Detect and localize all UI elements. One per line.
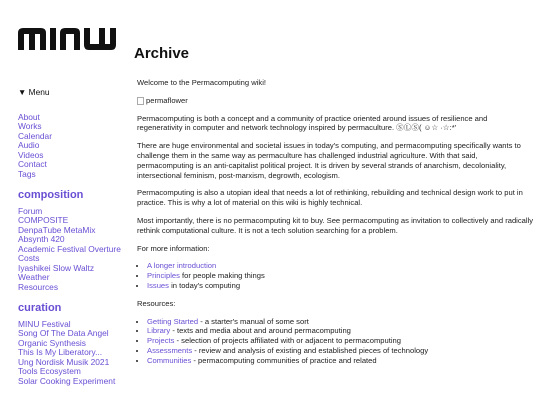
list-item: • Getting Started - a starter's manual of some sort: [147, 317, 535, 327]
nav-videos[interactable]: Videos: [18, 149, 44, 160]
permaflower-image: [137, 96, 535, 106]
composition-list: [18, 207, 128, 293]
list-item: • Assessments - review and analysis of existing and established pieces of technology: [147, 346, 535, 356]
curation-item-liberatory[interactable]: This Is My Liberatory...: [18, 347, 103, 357]
list-item: • Projects - selection of projects affiliated with or adjacent to permacomputing: [147, 336, 535, 346]
curation-item-data-angel[interactable]: Song Of The Data Angel: [18, 328, 109, 338]
nav-tags[interactable]: Tags: [18, 168, 36, 179]
resources-label: Resources:: [137, 298, 176, 308]
curation-item-nordisk[interactable]: Ung Nordisk Musik 2021: [18, 356, 110, 367]
list-item: [147, 261, 535, 271]
composition-item-absynth[interactable]: Absynth 420: [18, 234, 65, 244]
sidebar: [18, 88, 128, 386]
nav-works[interactable]: Works: [18, 121, 42, 131]
library-link[interactable]: Library: [147, 326, 171, 336]
no-kit-paragraph: Most importantly, there is no permacomputing kit to buy. See permacomputing as invitation to collectively and radically rethink computational culture. It is not a tech solution searching for a problem.: [137, 215, 534, 235]
curation-list: [18, 320, 128, 387]
issues-paragraph: There are huge environmental and societal issues in today's computing, and permacomputing specifically wants to challenge them in the same way as permaculture has challenged industrial agriculture. With that said, permacomputing is an anti-capitalist political project. It is driven by several strands of anarchism, decoloniality, intersectional feminism, post-marxism, degrowth, ecologism.: [137, 141, 521, 180]
composition-item-denpatube[interactable]: DenpaTube MetaMix: [18, 224, 96, 235]
nav-contact[interactable]: Contact: [18, 159, 47, 169]
main-nav: [18, 113, 128, 180]
utopian-paragraph: Permacomputing is also a utopian ideal that needs a lot of rethinking, rebuilding and technical design work to put in practice. This is why a lot of material on this wiki is highly technical.: [137, 188, 523, 208]
composition-item-costs[interactable]: Costs: [18, 253, 40, 263]
curation-item-solar[interactable]: Solar Cooking Experiment: [18, 375, 116, 386]
longer-intro-link[interactable]: A longer introduction: [147, 261, 217, 271]
site-logo[interactable]: [18, 28, 116, 50]
main-content: [137, 78, 535, 374]
list-item: • Principles for people making things: [147, 271, 535, 281]
list-item: • Library - texts and media about and around permacomputing: [147, 326, 535, 336]
curation-item-festival[interactable]: MINU Festival: [18, 318, 71, 329]
assessments-link[interactable]: Assessments: [147, 345, 193, 355]
projects-link[interactable]: Projects: [147, 336, 175, 346]
page-title: Archive: [134, 45, 190, 62]
composition-item-iyashikei[interactable]: Iyashikei Slow Waltz: [18, 262, 95, 273]
composition-item-forum[interactable]: Forum: [18, 205, 43, 216]
nav-audio[interactable]: Audio: [18, 140, 40, 150]
composition-item-weather[interactable]: Weather: [18, 272, 50, 282]
nav-calendar[interactable]: Calendar: [18, 130, 52, 141]
more-info-label: For more information:: [137, 243, 210, 253]
resources-list: [137, 317, 535, 366]
intro-paragraph: Permacomputing is both a concept and a community of practice oriented around issues of resilience and regenerativity in computer and network technology inspired by permaculture. ⓈⓁⓈ( ☺☆ ·☆:*': [137, 113, 488, 133]
image-alt-text: permaflower: [146, 95, 188, 105]
info-links-list: [137, 261, 535, 290]
composition-heading: composition: [18, 189, 84, 201]
composition-item-composite[interactable]: COMPOSITE: [18, 215, 69, 225]
principles-link[interactable]: Principles: [147, 271, 180, 281]
getting-started-link[interactable]: Getting Started: [147, 316, 199, 326]
list-item: • Issues in today's computing: [147, 281, 535, 291]
composition-item-academic[interactable]: Academic Festival Overture: [18, 243, 121, 254]
welcome-text: Welcome to the Permacomputing wiki!: [137, 78, 267, 87]
communities-link[interactable]: Communities: [147, 355, 192, 365]
nav-about[interactable]: About: [18, 111, 40, 122]
issues-link[interactable]: Issues: [147, 280, 169, 290]
curation-item-organic[interactable]: Organic Synthesis: [18, 337, 86, 348]
curation-heading: curation: [18, 302, 62, 314]
broken-image-icon: [137, 97, 144, 105]
composition-item-resources[interactable]: Resources: [18, 281, 59, 292]
menu-toggle[interactable]: ▼ Menu: [18, 87, 50, 97]
curation-item-tools[interactable]: Tools Ecosystem: [18, 366, 81, 376]
list-item: • Communities - permacomputing communities of practice and related: [147, 356, 535, 366]
